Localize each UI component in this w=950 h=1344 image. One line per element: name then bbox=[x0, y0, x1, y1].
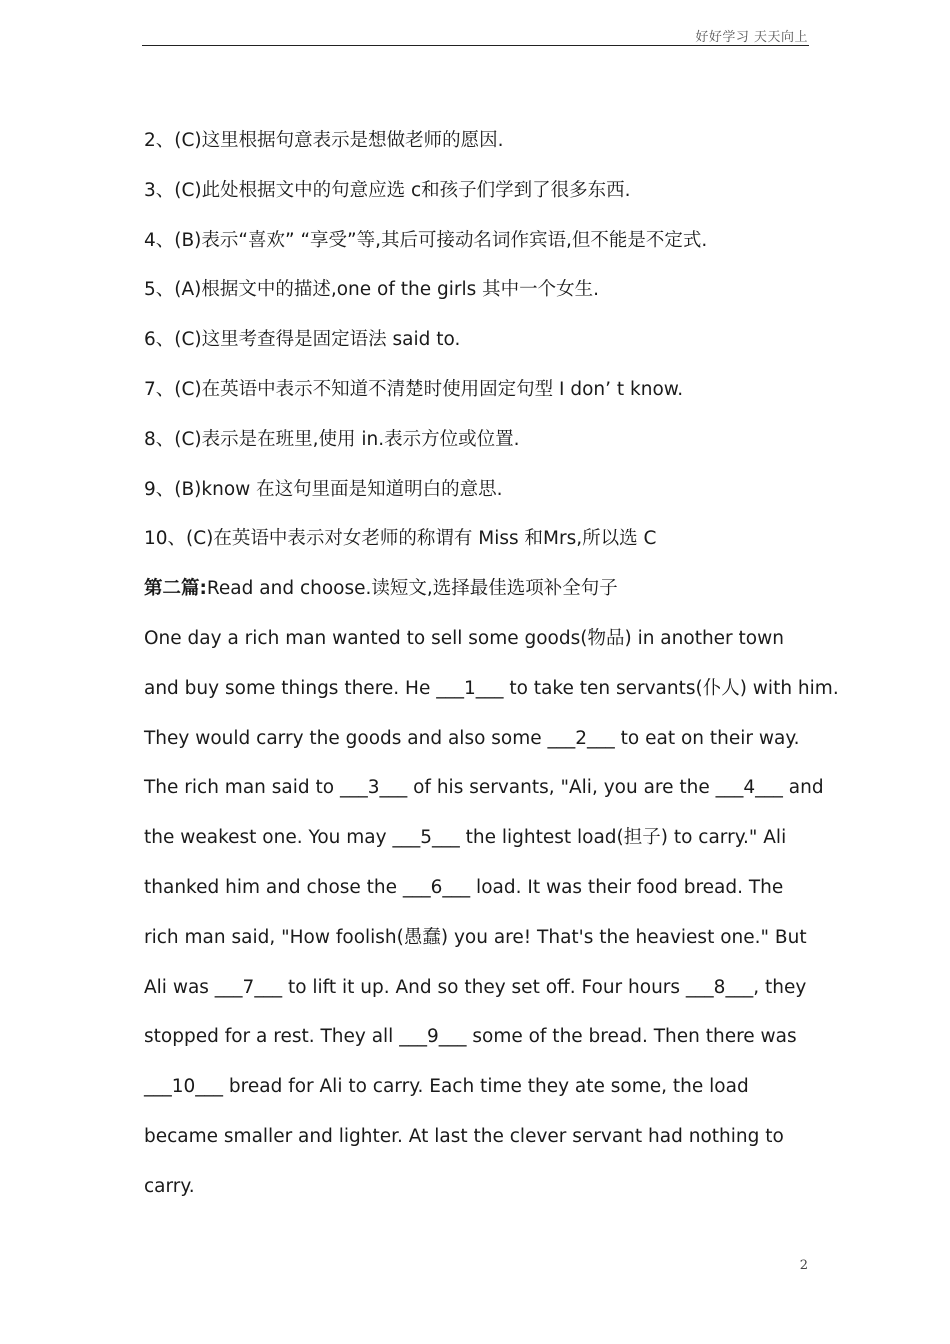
passage-line: ___10___ bread for Ali to carry. Each time they ate some, the load bbox=[144, 1076, 749, 1098]
answer-line: 2、(C)这里根据句意表示是想做老师的愿因. bbox=[144, 130, 504, 151]
passage-line: stopped for a rest. They all ___9___ some of the bread. Then there was bbox=[144, 1026, 797, 1048]
answer-line: 4、(B)表示“喜欢” “享受”等,其后可接动名词作宾语,但不能是不定式. bbox=[144, 229, 708, 251]
header-motto: 好好学习 天天向上 bbox=[695, 30, 808, 45]
passage-line: thanked him and chose the ___6___ load. It was their food bread. The bbox=[144, 876, 784, 898]
section-label: 第二篇: bbox=[144, 578, 207, 600]
header-divider bbox=[142, 45, 809, 46]
section-heading bbox=[144, 570, 844, 620]
passage-line: Ali was ___7___ to lift it up. And so they set off. Four hours ___8___, they bbox=[144, 976, 807, 998]
passage-line: and buy some things there. He ___1___ to take ten servants(仆人) with him. bbox=[144, 677, 839, 699]
passage-line: became smaller and lighter. At last the clever servant had nothing to bbox=[144, 1125, 784, 1147]
answer-line: 6、(C)这里考查得是固定语法 said to. bbox=[144, 329, 461, 351]
passage-line: rich man said, "How foolish(愚蠢) you are! That's the heaviest one." But bbox=[144, 926, 807, 948]
answer-line: 3、(C)此处根据文中的句意应选 c和孩子们学到了很多东西. bbox=[144, 179, 631, 201]
answer-line: 5、(A)根据文中的描述,one of the girls 其中一个女生. bbox=[144, 279, 600, 301]
document-body bbox=[144, 122, 844, 1218]
passage-line: They would carry the goods and also some ___2___ to eat on their way. bbox=[144, 727, 800, 749]
passage-line: carry. bbox=[144, 1175, 195, 1197]
passage-line: One day a rich man wanted to sell some goods(物品) in another town bbox=[144, 627, 784, 649]
answer-line: 7、(C)在英语中表示不知道不清楚时使用固定句型 I don’ t know. bbox=[144, 378, 684, 400]
section-instruction: Read and choose.读短文,选择最佳选项补全句子 bbox=[206, 578, 618, 600]
answer-line: 8、(C)表示是在班里,使用 in.表示方位或位置. bbox=[144, 428, 520, 450]
page-number: 2 bbox=[799, 1258, 808, 1273]
answer-explanations bbox=[144, 122, 844, 570]
answer-line: 9、(B)know 在这句里面是知道明白的意思. bbox=[144, 478, 503, 500]
reading-passage bbox=[144, 620, 844, 1218]
passage-line: The rich man said to ___3___ of his servants, "Ali, you are the ___4___ and bbox=[144, 777, 824, 799]
passage-line: the weakest one. You may ___5___ the lightest load(担子) to carry." Ali bbox=[144, 827, 787, 849]
answer-line: 10、(C)在英语中表示对女老师的称谓有 Miss 和Mrs,所以选 C bbox=[144, 528, 657, 550]
